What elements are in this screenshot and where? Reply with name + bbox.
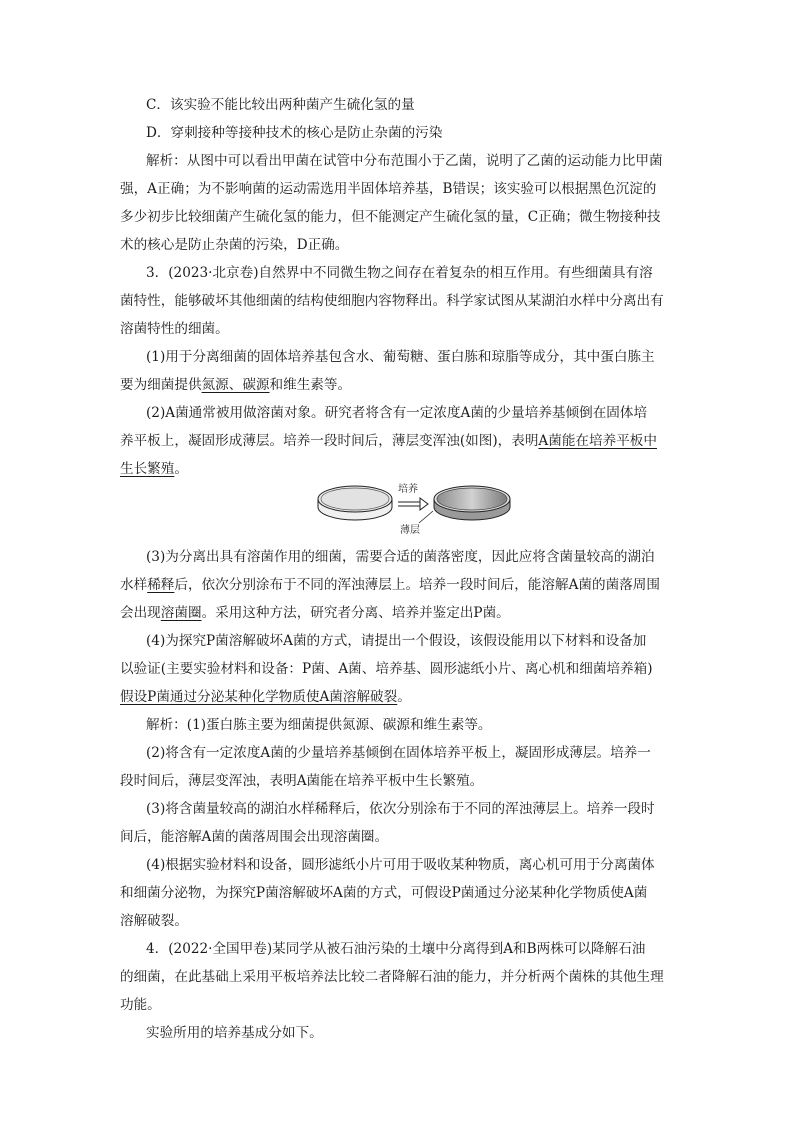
analysis-line: 溶解破裂。 (120, 913, 188, 929)
analysis-line: 解析：(1)蛋白胨主要为细菌提供氮源、碳源和维生素等。 (146, 717, 492, 733)
question-3-line: 3．(2023·北京卷)自然界中不同微生物之间存在着复杂的相互作用。有些细菌具有溶 (146, 265, 653, 281)
part-1-line: (1)用于分离细菌的固体培养基包含水、葡萄糖、蛋白胨和琼脂等成分，其中蛋白胨主 (146, 349, 655, 365)
part-1-answer-line: 要为细菌提供氮源、碳源和维生素等。 (120, 377, 352, 393)
answer-nitrogen-carbon-source: 氮源、碳源 (201, 377, 270, 393)
explanation-line: 多少初步比较细菌产生硫化氢的能力，但不能测定产生硫化氢的量，C正确；微生物接种技 (120, 209, 661, 225)
answer-hypothesis: 假设P菌通过分泌某种化学物质使A菌溶解破裂 (120, 689, 398, 705)
layer-label: 薄层 (400, 525, 420, 536)
analysis-line: 和细菌分泌物，为探究P菌溶解破坏A菌的方式，可假设P菌通过分泌某种化学物质使A菌 (120, 885, 648, 901)
analysis-line: (4)根据实验材料和设备，圆形滤纸小片可用于吸收某种物质，离心机可用于分离菌体 (146, 857, 655, 873)
analysis-line: (2)将含有一定浓度A菌的少量培养基倾倒在固体培养平板上，凝固形成薄层。培养一 (146, 745, 651, 761)
explanation-line: 强，A正确；为不影响菌的运动需选用半固体培养基，B错误；该实验可以根据黑色沉淀的 (120, 181, 657, 197)
analysis-line: 段时间后，薄层变浑浊，表明A菌能在培养平板中生长繁殖。 (120, 773, 484, 789)
part-3-line: 会出现溶菌圈。采用这种方法，研究者分离、培养并鉴定出P菌。 (120, 605, 510, 621)
answer-growth: A菌能在培养平板中 (538, 433, 657, 449)
analysis-line: (3)将含菌量较高的湖泊水样稀释后，依次分别涂布于不同的浑浊薄层上。培养一段时 (146, 801, 655, 817)
part-2-line: (2)A菌通常被用做溶菌对象。研究者将含有一定浓度A菌的少量培养基倾倒在固体培 (146, 405, 648, 421)
explanation-line: 术的核心是防止杂菌的污染，D正确。 (120, 237, 349, 253)
question-3-line: 菌特性，能够破坏其他细菌的结构使细胞内容物释出。科学家试图从某湖泊水样中分离出有 (120, 293, 664, 309)
question-4-line: 的细菌，在此基础上采用平板培养法比较二者降解石油的能力，并分析两个菌株的其他生理 (120, 969, 664, 985)
part-3-line: 水样稀释后，依次分别涂布于不同的浑浊薄层上。培养一段时间后，能溶解A菌的菌落周围 (120, 577, 660, 593)
answer-growth-cont: 生长繁殖 (120, 461, 175, 477)
part-2-line: 生长繁殖。 (120, 461, 188, 477)
petri-dish-figure (312, 478, 522, 536)
part-4-line: (4)为探究P菌溶解破坏A菌的方式，请提出一个假设，该假设能用以下材料和设备加 (146, 633, 647, 649)
answer-lysis-zone: 溶菌圈 (160, 605, 202, 621)
answer-dilute: 稀释 (147, 577, 175, 593)
arrow-icon (398, 498, 428, 510)
explanation-line: 解析：从图中可以看出甲菌在试管中分布范围小于乙菌，说明了乙菌的运动能力比甲菌 (146, 153, 663, 169)
clear-petri-dish (318, 486, 392, 520)
question-4-line: 实验所用的培养基成分如下。 (146, 1025, 323, 1041)
part-2-line: 养平板上，凝固形成薄层。培养一段时间后，薄层变浑浊(如图)，表明A菌能在培养平板中 (120, 433, 657, 449)
analysis-line: 间后，能溶解A菌的菌落周围会出现溶菌圈。 (120, 829, 389, 845)
part-3-line: (3)为分离出具有溶菌作用的细菌，需要合适的菌落密度，因此应将含菌量较高的湖泊 (146, 549, 655, 565)
part-4-line: 以验证(主要实验材料和设备：P菌、A菌、培养基、圆形滤纸小片、离心机和细菌培养箱) (120, 661, 653, 677)
turbid-petri-dish (434, 486, 510, 520)
option-c: C．该实验不能比较出两种菌产生硫化氢的量 (146, 97, 415, 113)
arrow-label: 培养 (398, 484, 418, 495)
question-4-line: 功能。 (120, 997, 161, 1013)
question-4-line: 4．(2022·全国甲卷)某同学从被石油污染的土壤中分离得到A和B两株可以降解石油 (146, 941, 646, 957)
part-4-answer-line: 假设P菌通过分泌某种化学物质使A菌溶解破裂。 (120, 689, 411, 705)
question-3-line: 溶菌特性的细菌。 (120, 321, 229, 337)
layer-pointer-line (419, 511, 433, 523)
option-d: D．穿刺接种等接种技术的核心是防止杂菌的污染 (146, 125, 443, 141)
